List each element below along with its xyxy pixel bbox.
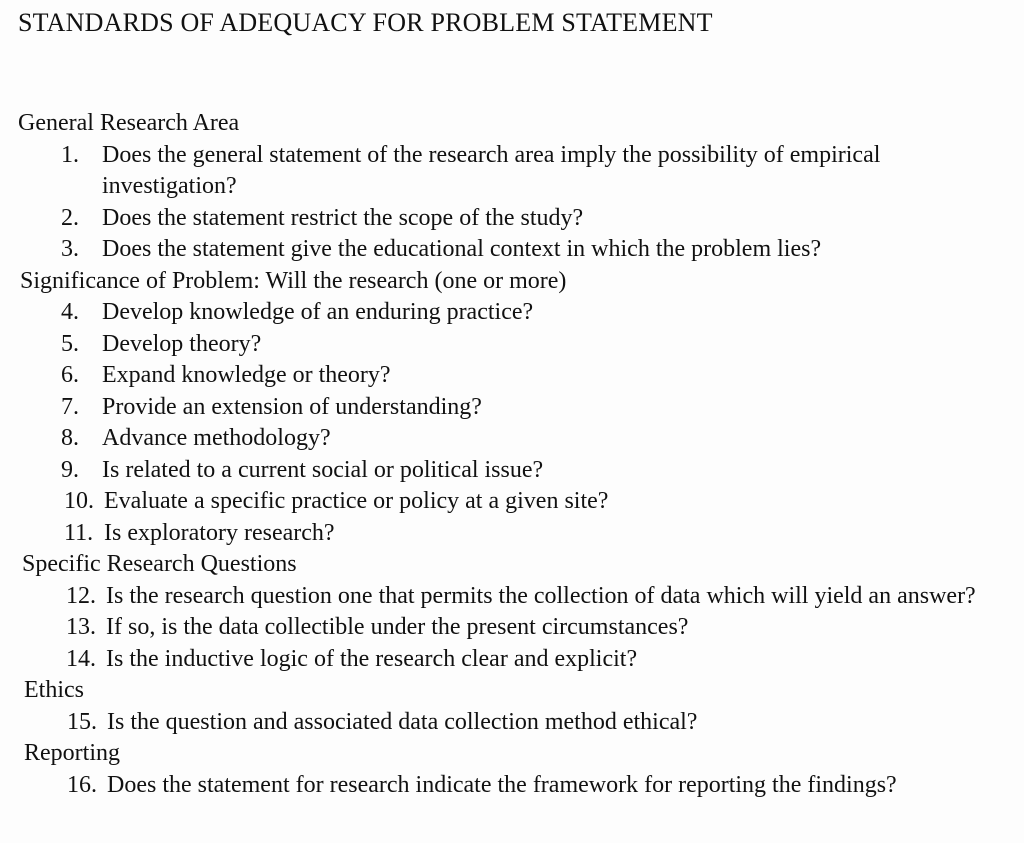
item-number: 6. (61, 362, 79, 388)
item-number: 12. (66, 582, 96, 609)
list-item (0, 360, 1024, 392)
item-number: 3. (61, 236, 79, 262)
item-number: 5. (61, 330, 79, 357)
section-ethics (0, 675, 1024, 738)
section-heading: General Research Area (18, 110, 240, 136)
list-item (0, 581, 1016, 613)
item-text: Develop knowledge of an enduring practice? (102, 299, 534, 325)
item-text: Does the statement for research indicate the framework for reporting the findings? (107, 771, 897, 798)
item-text: If so, is the data collectible under the present circumstances? (106, 614, 689, 640)
item-text: Is related to a current social or political issue? (102, 456, 544, 483)
item-number: 9. (61, 456, 79, 483)
item-number: 10. (64, 488, 94, 514)
item-number: 7. (61, 393, 79, 420)
item-text: Does the statement give the educational context in which the problem lies? (102, 236, 822, 262)
section-general-research-area (0, 108, 1024, 266)
section-heading: Ethics (24, 677, 84, 703)
document-title: STANDARDS OF ADEQUACY FOR PROBLEM STATEMENT (18, 8, 713, 37)
list-item (0, 612, 1024, 644)
item-text: Is the research question one that permits the collection of data which will yield an answer? (106, 582, 976, 609)
section-heading: Specific Research Questions (22, 551, 297, 577)
item-number: 15. (67, 708, 97, 735)
list-item (0, 392, 1024, 424)
section-reporting (0, 738, 1024, 801)
list-item (0, 234, 1024, 266)
item-number: 8. (61, 425, 79, 451)
item-number: 14. (66, 645, 96, 672)
item-number: 11. (64, 519, 94, 546)
item-text: Expand knowledge or theory? (102, 362, 391, 388)
list-item (0, 486, 1024, 518)
list-item (0, 707, 1024, 739)
section-significance-of-problem (0, 266, 1024, 550)
list-item (0, 518, 1024, 550)
list-item (0, 423, 1024, 455)
item-text: Does the statement restrict the scope of the study? (102, 204, 584, 231)
list-item (0, 455, 1024, 487)
list-item (0, 770, 1024, 802)
list-item (0, 644, 1024, 676)
item-text: Evaluate a specific practice or policy at a given site? (104, 488, 609, 514)
list-item (0, 329, 1024, 361)
item-number: 4. (61, 299, 79, 325)
list-item (0, 297, 1024, 329)
item-text: Is the inductive logic of the research clear and explicit? (106, 645, 638, 672)
document-content (0, 108, 1024, 801)
item-number: 2. (61, 204, 79, 231)
section-heading: Reporting (24, 740, 120, 766)
item-text: Is the question and associated data collection method ethical? (107, 708, 698, 735)
item-number: 16. (67, 771, 97, 798)
list-item (0, 140, 1016, 203)
item-text: Develop theory? (102, 330, 262, 357)
item-text: Is exploratory research? (104, 519, 335, 546)
section-heading: Significance of Problem: Will the research (one or more) (20, 267, 567, 294)
section-specific-research-questions (0, 549, 1024, 675)
item-text: Does the general statement of the research area imply the possibility of empirical investigation? (102, 141, 881, 199)
item-number: 1. (61, 141, 79, 168)
item-number: 13. (66, 614, 96, 640)
item-text: Advance methodology? (102, 425, 331, 451)
item-text: Provide an extension of understanding? (102, 393, 482, 420)
list-item (0, 203, 1024, 235)
